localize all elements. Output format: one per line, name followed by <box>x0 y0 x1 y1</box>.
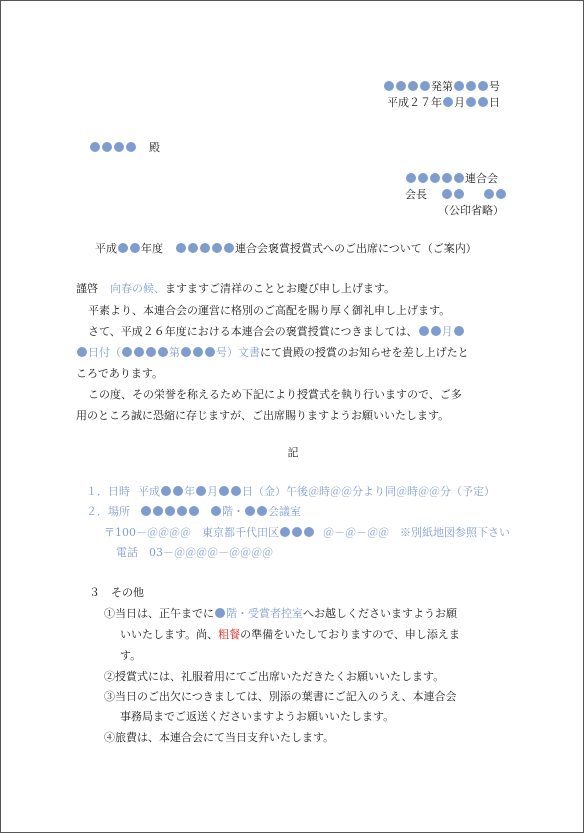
recipient-line <box>89 141 160 155</box>
text-fragment: 会議室 <box>268 505 301 518</box>
placeholder-dot <box>188 243 198 253</box>
placeholder-dot <box>102 142 112 152</box>
placeholder-dot <box>280 527 290 537</box>
placeholder-dot <box>122 347 132 357</box>
placeholder-dot <box>176 243 186 253</box>
paragraph-2-line-3: ころであります。 <box>76 367 164 380</box>
text-fragment: 向春の候、 <box>110 282 165 295</box>
text-fragment: ①当日は、正午までに <box>104 607 214 620</box>
placeholder-dot <box>90 142 100 152</box>
placeholder-dot <box>419 326 429 336</box>
greeting-line <box>76 282 395 296</box>
text-fragment: 月 <box>441 325 453 338</box>
paragraph-2-line-1 <box>88 325 465 339</box>
placeholder-dot <box>454 189 464 199</box>
text-fragment: ＠時＠＠分より同＠時＠＠分（予定） <box>308 485 495 498</box>
item-2-location <box>86 505 301 519</box>
text-fragment: ますますご清祥のこととお慶び申し上げます。 <box>165 282 396 295</box>
placeholder-dot <box>406 173 416 183</box>
sender-organization <box>405 172 498 186</box>
text-fragment: 会長 <box>405 188 427 201</box>
placeholder-dot <box>224 243 234 253</box>
text-fragment: 日（金）午後 <box>242 485 308 498</box>
note-1-line-3: す。 <box>120 649 142 662</box>
placeholder-dot <box>408 81 418 91</box>
sender-title <box>405 188 507 202</box>
note-1-line-1 <box>104 607 457 621</box>
placeholder-dot <box>193 347 203 357</box>
ki-heading: 記 <box>287 446 299 459</box>
placeholder-dot <box>212 243 222 253</box>
placeholder-dot <box>231 486 241 496</box>
text-fragment: 連合会褒賞授賞式へのご出席について（ご案内） <box>235 242 477 255</box>
text-fragment: ＠－＠－＠＠ ※別紙地図参照下さい <box>323 526 510 539</box>
placeholder-dot <box>396 81 406 91</box>
placeholder-dot <box>196 486 206 496</box>
note-3-line-1: ③当日のご出欠につきましては、別添の葉書にご記入のうえ、本連合会 <box>104 690 457 703</box>
placeholder-dot <box>126 142 136 152</box>
placeholder-dot <box>304 527 314 537</box>
text-fragment: にて貴殿の授賞のお知らせを差し上げたと <box>260 346 469 359</box>
placeholder-dot <box>466 81 476 91</box>
placeholder-dot <box>454 173 464 183</box>
text-fragment: ２．場所 <box>86 505 130 518</box>
text-fragment: 第 <box>169 346 180 359</box>
text-fragment: １．日時 <box>86 485 130 498</box>
item-2-address <box>104 526 510 540</box>
placeholder-dot <box>146 347 156 357</box>
note-1-line-2 <box>120 628 460 642</box>
item-3-heading: ３ その他 <box>89 586 144 599</box>
placeholder-dot <box>443 97 453 107</box>
placeholder-dot <box>130 243 140 253</box>
text-fragment: 平成２７年 <box>387 96 442 109</box>
document-number <box>300 80 500 94</box>
placeholder-dot <box>454 81 464 91</box>
placeholder-dot <box>430 173 440 183</box>
placeholder-dot <box>181 347 191 357</box>
paragraph-3-line-2: 用のところ誠に恐縮に存じますが、ご出席賜りますようお願いいたします。 <box>76 409 450 422</box>
subject-line <box>95 242 477 256</box>
placeholder-dot <box>496 189 506 199</box>
placeholder-dot <box>292 527 302 537</box>
text-fragment: 日付（ <box>88 346 121 359</box>
placeholder-dot <box>173 486 183 496</box>
note-4: ④旅費は、本連合会にて当日支弁いたします。 <box>104 731 335 744</box>
text-fragment: 年度 <box>141 242 163 255</box>
text-fragment: 平成 <box>138 485 160 498</box>
placeholder-dot <box>257 506 267 516</box>
placeholder-dot <box>77 347 87 357</box>
placeholder-dot <box>134 347 144 357</box>
seal-note: （公印省略） <box>438 204 504 217</box>
text-fragment: の準備をいたしておりますので、申し添えま <box>240 628 460 641</box>
text-fragment: 階・受賞者控室 <box>226 607 303 620</box>
text-fragment: 月 <box>454 96 465 109</box>
placeholder-dot <box>215 608 225 618</box>
text-fragment: 号）文書 <box>216 346 260 359</box>
placeholder-dot <box>153 506 163 516</box>
placeholder-dot <box>478 81 488 91</box>
placeholder-dot <box>200 243 210 253</box>
text-fragment: 平成 <box>95 242 117 255</box>
placeholder-dot <box>478 97 488 107</box>
placeholder-dot <box>442 189 452 199</box>
placeholder-dot <box>245 506 255 516</box>
item-2-phone: 電話 03－＠＠＠＠－＠＠＠＠ <box>116 546 273 559</box>
text-fragment: 年 <box>184 485 195 498</box>
placeholder-dot <box>418 173 428 183</box>
placeholder-dot <box>161 486 171 496</box>
placeholder-dot <box>420 81 430 91</box>
document-date <box>300 96 500 110</box>
placeholder-dot <box>219 486 229 496</box>
placeholder-dot <box>442 173 452 183</box>
placeholder-dot <box>165 506 175 516</box>
text-fragment: 日 <box>489 96 500 109</box>
placeholder-dot <box>177 506 187 516</box>
placeholder-dot <box>484 189 494 199</box>
text-fragment: 連合会 <box>465 172 498 185</box>
text-fragment: 月 <box>207 485 218 498</box>
paragraph-1: 平素より、本連合会の運営に格別のご高配を賜り厚く御礼申し上げます。 <box>88 304 451 317</box>
placeholder-dot <box>205 347 215 357</box>
placeholder-dot <box>189 506 199 516</box>
placeholder-dot <box>466 97 476 107</box>
placeholder-dot <box>141 506 151 516</box>
text-fragment: へお越しくださいますようお願 <box>303 607 457 620</box>
text-fragment: 階・ <box>222 505 244 518</box>
text-fragment: 殿 <box>149 141 160 154</box>
text-fragment: いいたします。尚、 <box>120 628 219 641</box>
text-fragment: 号 <box>489 80 500 93</box>
text-fragment: 粗餐 <box>218 628 241 641</box>
text-fragment: 謹啓 <box>76 282 98 295</box>
text-fragment: さて、平成２６年度における本連合会の褒賞授賞につきましては、 <box>88 325 418 338</box>
text-fragment: 〒100－＠＠＠＠ 東京都千代田区 <box>104 526 279 539</box>
placeholder-dot <box>118 243 128 253</box>
text-fragment: 発第 <box>431 80 453 93</box>
placeholder-dot <box>158 347 168 357</box>
note-3-line-2: 事務局までご返送くださいますようお願いいたします。 <box>120 710 395 723</box>
placeholder-dot <box>454 326 464 336</box>
placeholder-dot <box>114 142 124 152</box>
note-2: ②授賞式には、礼服着用にてご出席いただきたくお願いいたします。 <box>104 670 445 683</box>
item-1-datetime <box>86 485 495 499</box>
paragraph-3-line-1: この度、その栄誉を称えるため下記により授賞式を執り行いますので、ご多 <box>88 388 462 401</box>
placeholder-dot <box>431 326 441 336</box>
placeholder-dot <box>384 81 394 91</box>
placeholder-dot <box>211 506 221 516</box>
paragraph-2-line-2 <box>76 346 469 360</box>
